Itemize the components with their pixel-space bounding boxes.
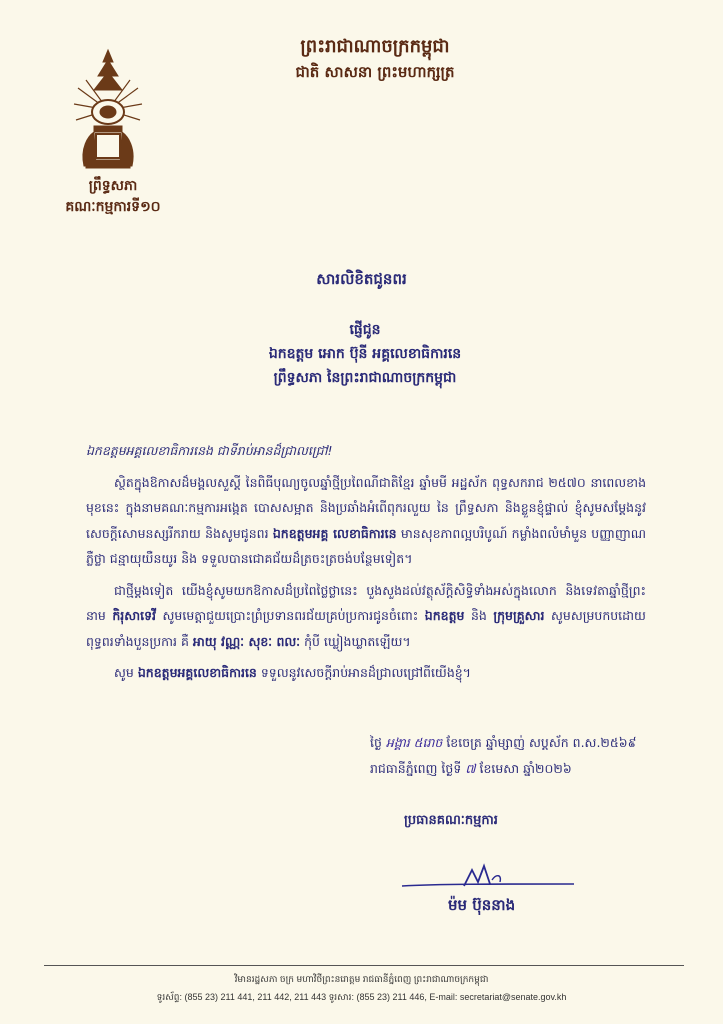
paragraph-1-bold: ឯកឧត្តមអគ្គ លេខាធិការនេ: [272, 525, 397, 541]
signer-name: ម៉ម ប៊ុននាង: [448, 896, 516, 914]
paragraph-2-bold-1: កិរុសាទេវី: [112, 608, 156, 623]
footer-divider: [44, 965, 684, 966]
paragraph-2-text-e: កុំបី ឃ្លៀងឃ្លាតឡើយ។: [304, 633, 411, 649]
paragraph-2-text-a: ជាថ្មីម្តងទៀត យើងខ្ញុំសូមយកឱកាសដ៏ប្រពៃថ្លៃថ្លានេះ បួងសួងដល់វត្ថុស័ក្តិសិទ្ធិទាំងអស់ក្នុងលោក និងទេវតាឆ្នាំថ្មីព្រះនាម: [86, 582, 646, 623]
royal-emblem-icon: [72, 48, 144, 172]
paragraph-1-text-b: មានសុខភាពល្អបរិបូណ៍ កម្លាំងពលំមាំមួន បញ្ញាញាណភ្លឺថ្លា ជន្មាយុយឺនយូរ និង ទទួលបានជោគជ័យដ៏ត្រចះត្រចង់បន្ថែមទៀត។: [86, 525, 646, 566]
recipient-to: ផ្ញើជូន: [349, 322, 381, 338]
committee-name: គណៈកម្មការទី១០: [65, 199, 161, 215]
national-motto: ជាតិ សាសនា ព្រះមហាក្សត្រ: [295, 63, 455, 81]
recipient-block: [150, 318, 580, 390]
paragraph-3-text-a: សូម: [114, 665, 134, 680]
paragraph-3-text-b: ទទួលនូវសេចក្តីរាប់អានដ៏ជ្រាលជ្រៅពីយើងខ្ញុំ។: [260, 665, 471, 680]
paragraph-1-text-a: ស្ថិតក្នុងឱកាសដ៏មង្គលសួស្តី នៃពិធីបុណ្យចូលឆ្នាំថ្មីប្រពៃណីជាតិខ្មែរ ឆ្នាំមមី អដ្ឋស័ក ពុទ្ធសករាជ ២៥៧០ នាពេលខាងមុខនេះ ក្នុងនាមគណៈកម្មការអង្កេត បោសសម្អាត និងប្រឆាំងអំពើពុករលួយ នៃ ព្រឹទ្ធសភា និងខ្លួនខ្ញុំផ្ទាល់ ខ្ញុំសូមសម្តែងនូវសេចក្តីសោមនស្សរីករាយ និងសូមជូនពរ: [86, 474, 646, 541]
kingdom-name: ព្រះរាជាណាចក្រកម្ពុជា: [300, 36, 450, 57]
institution-block: [48, 176, 178, 218]
paragraph-2-text-d: សូមសម្របកបដោយពុទ្ធពរទាំងបួនប្រការ គឺ: [86, 608, 646, 649]
institution-name: ព្រឹទ្ធសភា: [88, 178, 138, 194]
paragraph-2-bold-2: ឯកឧត្តម: [424, 608, 465, 623]
letter-body: [86, 438, 646, 692]
paragraph-2-bold-4: អាយុ វណ្ណៈ សុខៈ ពលៈ: [192, 633, 301, 649]
recipient-name: ឯកឧត្តម អោក ប៊ុនី អគ្គលេខាធិការនេ: [268, 346, 462, 362]
footer-address: វិមានរដ្ឋសភា ចក្រ មហាវិថីព្រះនរោត្តម រាជធានីភ្នំពេញ ព្រះរាជាណាចក្រកម្ពុជា: [234, 974, 489, 984]
lunar-date-rest: ខែចេត្រ ឆ្នាំម្សាញ់ សប្តស័ក ព.ស.២៥៦៩: [446, 735, 637, 750]
paragraph-3-bold: ឯកឧត្តមអគ្គលេខាធិការនេ: [137, 665, 257, 680]
paragraph-1: [86, 470, 646, 572]
date-block: [370, 730, 670, 782]
solar-date-b: ខែមេសា ឆ្នាំ២០២៦: [479, 761, 572, 776]
paragraph-2: [86, 578, 646, 655]
paragraph-2-bold-3: ក្រុមគ្រួសារ: [493, 608, 545, 623]
kingdom-header: [240, 34, 510, 84]
salutation: ឯកឧត្តមអគ្គលេខាធិការនេង ជាទីរាប់អានដ៏ជ្រាលជ្រៅ!: [86, 443, 333, 458]
solar-date-a: រាជធានីភ្នំពេញ ថ្ងៃទី: [370, 761, 462, 776]
recipient-org: ព្រឹទ្ធសភា នៃព្រះរាជាណាចក្រកម្ពុជា: [273, 370, 457, 386]
lunar-date-prefix: ថ្ងៃ: [370, 735, 382, 750]
handwritten-signature: [398, 840, 578, 896]
solar-date: [370, 756, 670, 782]
document-title: សារលិខិតជូនពរ: [316, 270, 407, 288]
paragraph-2-text-c: និង: [470, 608, 487, 623]
footer-contact: ទូរស័ព្ទ: (855 23) 211 441, 211 442, 211 443 ទូរសារ: (855 23) 211 446, E-mail: secretariat@senate.gov.kh: [156, 992, 567, 1002]
paragraph-3: [86, 660, 646, 686]
solar-date-handwritten: ៧: [465, 761, 476, 776]
lunar-date: [370, 730, 670, 756]
paragraph-2-text-b: សូមមេត្តាជួយប្រោះព្រំប្រទានពរជ័យគ្រប់ប្រការជូនចំពោះ: [162, 608, 419, 623]
signatory-title: ប្រធានគណៈកម្មការ: [404, 813, 498, 828]
lunar-date-handwritten: អង្គារ ៥រោច: [385, 735, 443, 750]
footer: [0, 970, 723, 1006]
